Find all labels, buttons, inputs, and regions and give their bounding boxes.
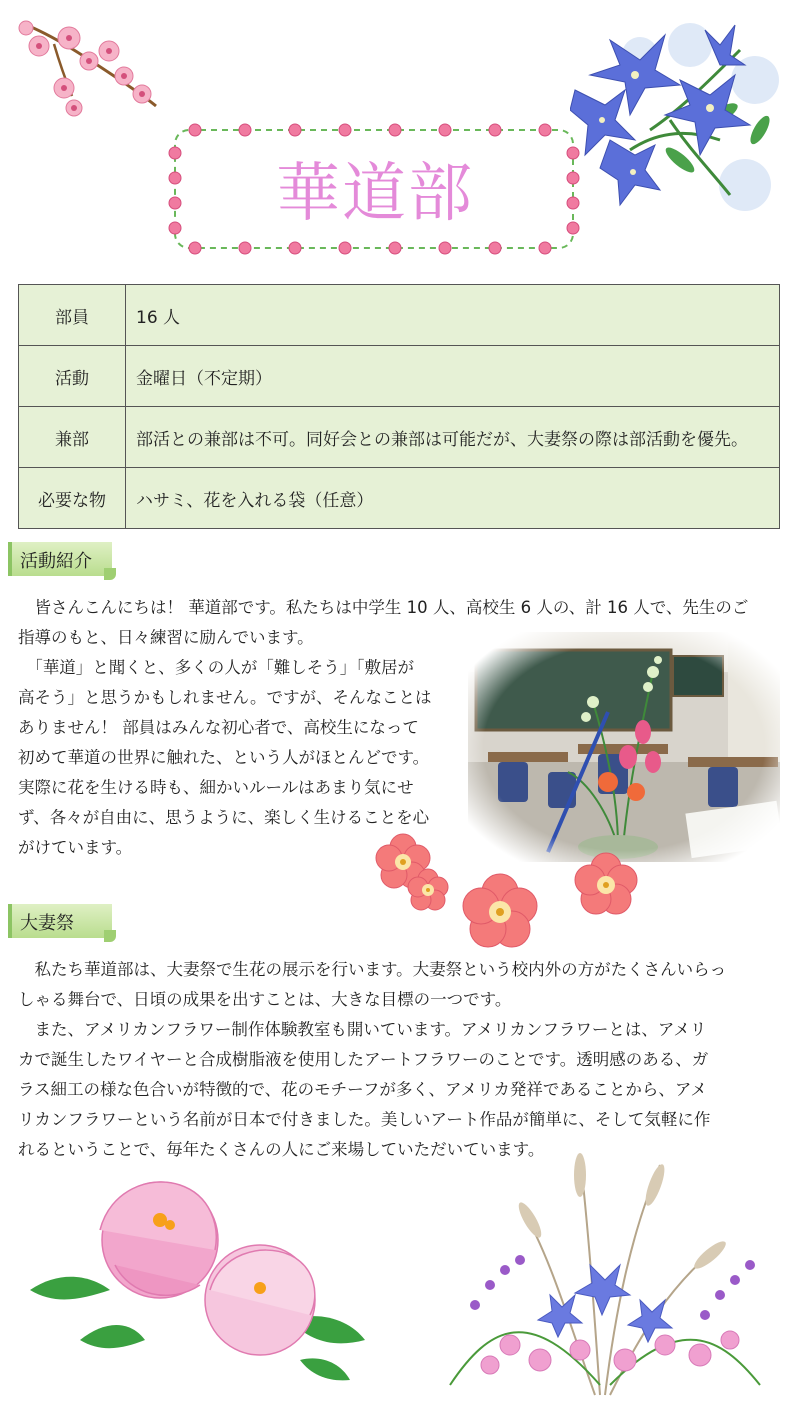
paragraph-line: 高そう」と思うかもしれません。ですが、そんなことは (18, 688, 432, 707)
paragraph-line: れるということで、毎年たくさんの人にご来場していただいています。 (18, 1140, 545, 1159)
peony-illustration (20, 1170, 380, 1390)
paragraph-line: がけています。 (18, 838, 133, 857)
autumn-flowers-illustration (430, 1145, 780, 1400)
paragraph-line: 実際に花を生ける時も、細かいルールはあまり気にせ (18, 778, 414, 797)
info-value: 16 人 (126, 285, 780, 346)
info-key: 必要な物 (19, 468, 126, 529)
paragraph-line: ず、各々が自由に、思うように、楽しく生けることを心 (18, 808, 430, 827)
info-key: 部員 (19, 285, 126, 346)
info-value: 部活との兼部は不可。同好会との兼部は可能だが、大妻祭の際は部活動を優先。 (126, 407, 780, 468)
club-info-table (18, 284, 780, 529)
info-key: 兼部 (19, 407, 126, 468)
paragraph-line: 私たち華道部は、大妻祭で生花の展示を行います。大妻祭という校内外の方がたくさんいらっ (18, 960, 727, 979)
info-value: ハサミ、花を入れる袋（任意） (126, 468, 780, 529)
section-label-text: 大妻祭 (20, 913, 74, 934)
cherry-blossom-illustration (14, 16, 164, 121)
classroom-flower-photo (468, 632, 780, 862)
table-row (19, 407, 780, 468)
section-label-festival (8, 904, 116, 942)
label-curl (104, 930, 116, 942)
info-value: 金曜日（不定期） (126, 346, 780, 407)
paragraph-line: カで誕生したワイヤーと合成樹脂液を使用したアートフラワーのことです。透明感のある、ガ (18, 1050, 709, 1069)
paragraph-line: 皆さんこんにちは！ 華道部です。私たちは中学生 10 人、高校生 6 人の、計 16 人で、先生のご (18, 598, 749, 617)
page-title: 華道部 (276, 157, 474, 231)
bellflower-illustration (570, 20, 780, 215)
paragraph-line: ありません！ 部員はみんな初心者で、高校生になって (18, 718, 419, 737)
paragraph-line: 「華道」と聞くと、多くの人が「難しそう」「敷居が (18, 658, 414, 677)
paragraph-line: リカンフラワーという名前が日本で付きました。美しいアート作品が簡単に、そして気軽に作 (18, 1110, 711, 1129)
table-row (19, 285, 780, 346)
info-key: 活動 (19, 346, 126, 407)
plum-blossom-illustration (368, 830, 643, 955)
paragraph-line: ラス細工の様な色合いが特徴的で、花のモチーフが多く、アメリカ発祥であることから、アメ (18, 1080, 707, 1099)
label-curl (104, 568, 116, 580)
table-row (19, 346, 780, 407)
paragraph-line: 指導のもと、日々練習に励んでいます。 (18, 628, 314, 647)
paragraph-line: しゃる舞台で、日頃の成果を出すことは、大きな目標の一つです。 (18, 990, 512, 1009)
paragraph-line: 初めて華道の世界に触れた、という人がほとんどです。 (18, 748, 430, 767)
title-frame (165, 118, 585, 258)
section-label-activities (8, 542, 116, 580)
section-label-text: 活動紹介 (20, 551, 92, 572)
table-row (19, 468, 780, 529)
paragraph-line: また、アメリカンフラワー制作体験教室も開いています。アメリカンフラワーとは、アメリ (18, 1020, 707, 1039)
